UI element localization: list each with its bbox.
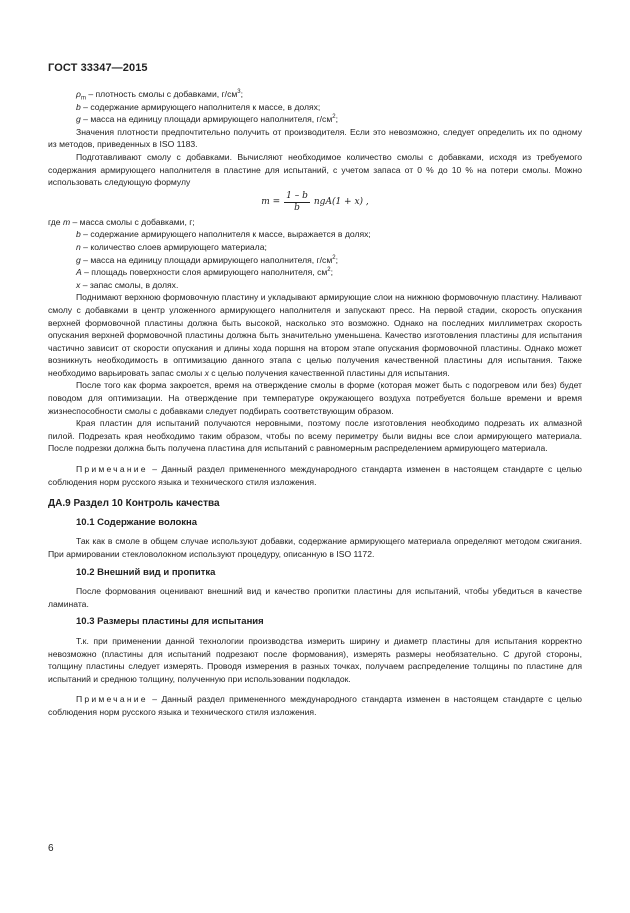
paragraph-10-1: Так как в смоле в общем случае используют добавки, содержание армирующего материала определяют методом сжигания. При армировании стекловолокном используют процедуру, описанную в ISO 1172. (48, 536, 582, 559)
definition-n (48, 241, 582, 254)
variable: b (76, 101, 81, 112)
paragraph-prepare: Подготавливают смолу с добавками. Вычисляют необходимое количество смолы с добавками, исходя из требуемого содержания армирующего наполнителя в пластине для испытаний, с учетом запаса от 0 % до 10 % на потери смолы. Можно использовать следующую формулу (48, 151, 582, 188)
variable: A (76, 267, 82, 278)
definition-g (48, 113, 582, 126)
variable: g (76, 254, 81, 265)
definition-text: – масса на единицу площади армирующего наполнителя, г/см (83, 254, 333, 265)
formula-lhs: m = (261, 196, 281, 207)
subscript: m (80, 95, 86, 102)
superscript: 2 (332, 254, 336, 261)
variable: x (204, 367, 209, 378)
paragraph-text: Поднимают верхнюю формовочную пластину и укладывают армирующие слои на нижнюю формовочную пластину. Наливают смолу с добавками в центр уложенного армирующего наполнителя и запускают пресс. На первой стадии, скорость опускания верхней формовочной пластины должна быть высокой, насколько это возможно. Однако на последних миллиметрах скорость опускания верхней формовочной пластины должна быть значительно уменьшена. Качество изготовления пластины для испытания частично зависит от скорости опускания и длины хода поршня на втором этапе опускания формовочной пластины. Однако может возникнуть необходимость в оптимизацию данного этапа с целью получения качественной пластины для испытания. Также необходимо варьировать запас смолы (48, 292, 582, 378)
punctuation: ; (330, 267, 334, 278)
formula-denominator: b (294, 202, 300, 213)
variable: g (76, 114, 81, 125)
formula-numerator: 1 – b (286, 190, 308, 201)
section-heading-10-2: 10.2 Внешний вид и пропитка (76, 566, 216, 578)
superscript: 2 (332, 114, 336, 121)
superscript: 2 (327, 267, 331, 274)
variable: n (76, 241, 81, 252)
variable: ρ (76, 89, 81, 99)
variable: b (76, 229, 81, 240)
variable: m (62, 216, 71, 227)
document-header: ГОСТ 33347—2015 (48, 62, 148, 74)
page-number: 6 (48, 843, 54, 854)
punctuation: ; (335, 254, 338, 265)
definition-text: – содержание армирующего наполнителя к массе, в долях; (83, 101, 321, 112)
paragraph-edges: Края пластин для испытаний получаются неровными, поэтому после изготовления необходимо подрезать их алмазной пилой. Подрезать края необходимо таким образом, чтобы по всему периметру были видны все слои армирующего материала. После подрезки должна быть получена пластина для испытаний с равномерным распределением армирующего материала. (48, 418, 582, 454)
definition-x (48, 279, 582, 292)
definition-rho (48, 88, 582, 101)
definition-text: – масса смолы с добавками, г; (72, 216, 195, 227)
section-heading-10-3: 10.3 Размеры пластины для испытания (76, 616, 264, 628)
note-text: – Данный раздел примененного международного стандарта изменен в настоящем стандарте с целью соблюдения норм русского языка и технического стиля изложения. (48, 464, 582, 487)
note-2 (48, 693, 582, 718)
definition-g2 (48, 254, 582, 267)
formula-fraction (284, 191, 310, 214)
definition-text: – площадь поверхности слоя армирующего наполнителя, см (84, 267, 328, 278)
paragraph-10-2: После формования оценивают внешний вид и качество пропитки пластины для испытаний, чтобы убедиться в качестве ламината. (48, 586, 582, 609)
section-heading-da9: ДА.9 Раздел 10 Контроль качества (48, 498, 220, 510)
paragraph-text: с целью получения качественной пластины для испытания. (208, 367, 450, 378)
note-1 (48, 463, 582, 488)
definition-b (48, 101, 582, 114)
paragraph-10-3: Т.к. при применении данной технологии производства измерить ширину и диаметр пластины для испытания корректно невозможно (пластины для испытаний подрезают после формования), измерять размеры необязательно. С другой стороны, толщину пластины следует измерять. Проводя измерения в разных точках, получаем распределение толщины по пластине для испытаний и среднюю толщину, полученную при использовании подкладок. (48, 635, 582, 684)
paragraph-cure: После того как форма закроется, время на отверждение смолы в форме (которая может быть с подогревом или без) будет поводом для оптимизации. На отверждение при температуре окружающего воздуха потребуется больше времени и время жизнеспособности смолы с добавками следует подбирать соответствующим образом. (48, 380, 582, 416)
punctuation: ; (240, 89, 244, 99)
where-label: где (48, 216, 61, 227)
note-label: Примечание (76, 464, 148, 475)
definition-text: – плотность смолы с добавками, г/см (88, 89, 238, 99)
paragraph-density: Значения плотности предпочтительно получить от производителя. Если это невозможно, следует определить их по одному из методов, приведенных в ISO 1183. (48, 126, 582, 150)
variable: x (76, 279, 81, 290)
definition-m (48, 216, 582, 229)
definition-text: – содержание армирующего наполнителя к массе, выражается в долях; (83, 229, 371, 240)
section-heading-10-1: 10.1 Содержание волокна (76, 516, 198, 528)
note-label: Примечание (76, 694, 148, 705)
punctuation: ; (335, 114, 338, 125)
definition-text: – количество слоев армирующего материала; (83, 241, 267, 252)
note-text: – Данный раздел примененного международного стандарта изменен в настоящем стандарте с целью соблюдения норм русского языка и технического стиля изложения. (48, 694, 582, 717)
definition-a (48, 266, 582, 279)
superscript: 3 (237, 89, 241, 96)
definition-text: – запас смолы, в долях. (82, 279, 179, 290)
definition-b2 (48, 228, 582, 241)
formula-rhs: ngA(1 + x) , (313, 196, 369, 207)
page-content (48, 88, 582, 719)
definition-text: – масса на единицу площади армирующего наполнителя, г/см (83, 114, 333, 125)
formula (48, 191, 582, 214)
paragraph-press (48, 291, 582, 379)
